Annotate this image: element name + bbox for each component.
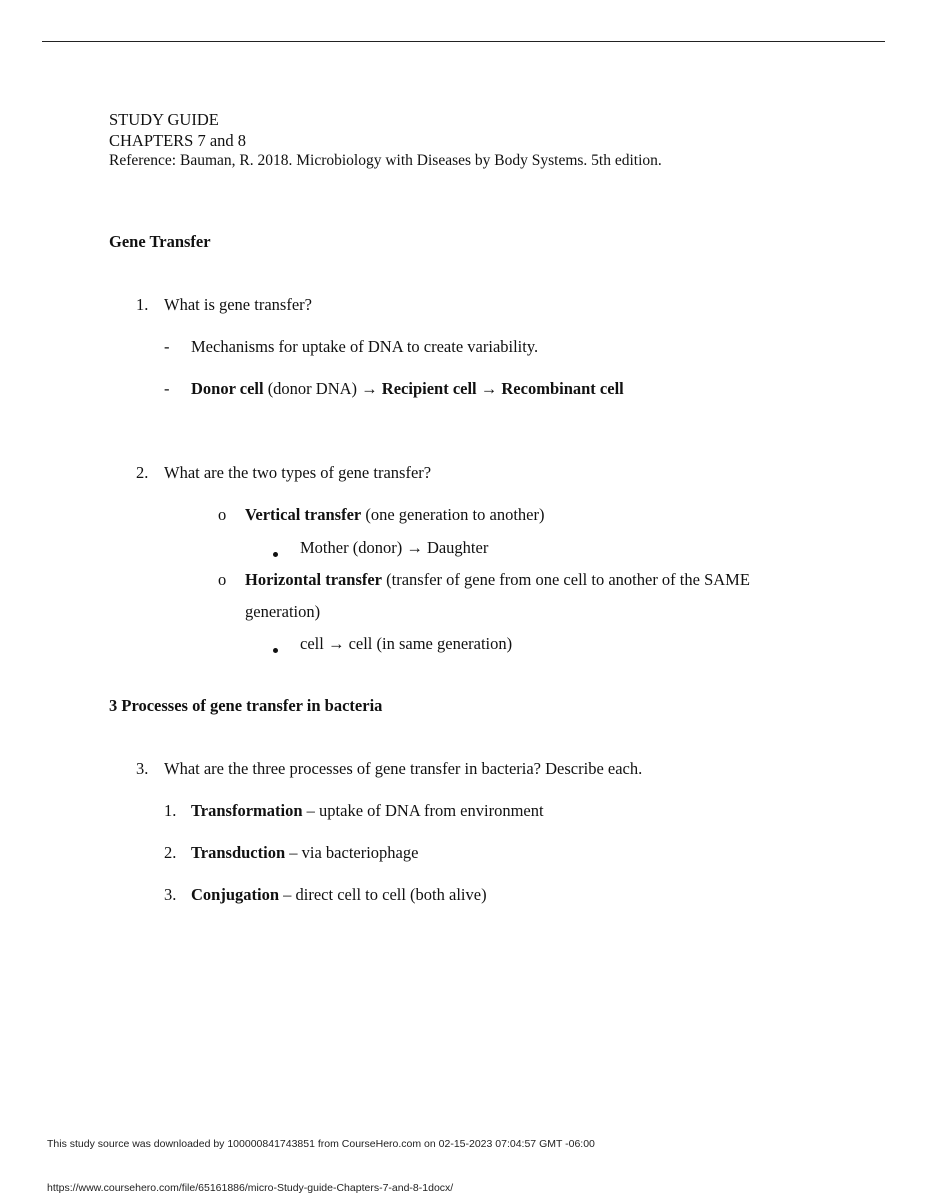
term-description: (transfer of gene from one cell to another of the SAME: [382, 570, 750, 589]
doc-reference: Reference: Bauman, R. 2018. Microbiology with Diseases by Body Systems. 5th edition.: [109, 152, 662, 169]
term-description: – direct cell to cell (both alive): [279, 885, 487, 904]
list-item: [245, 570, 750, 590]
list-item: [191, 801, 544, 821]
list-item: [191, 885, 487, 905]
section-heading-gene-transfer: Gene Transfer: [109, 232, 211, 251]
term-description: – via bacteriophage: [285, 843, 419, 862]
bullet-icon: [273, 640, 278, 658]
bullet-icon: [273, 544, 278, 562]
item-number: 1.: [164, 801, 177, 820]
detail-text: Daughter: [422, 538, 489, 557]
term-donor-cell: Donor cell: [191, 379, 264, 398]
list-item: [300, 634, 512, 654]
top-rule: [42, 41, 885, 42]
detail-text: cell: [300, 634, 328, 653]
term-transformation: Transformation: [191, 801, 303, 820]
dash-marker: -: [164, 379, 170, 398]
arrow-icon: →: [406, 538, 423, 557]
list-item: [191, 843, 418, 863]
answer-line: [191, 379, 624, 399]
dash-marker: -: [164, 337, 170, 356]
doc-chapters: CHAPTERS 7 and 8: [109, 131, 247, 150]
doc-title: STUDY GUIDE: [109, 110, 219, 129]
question-1: What is gene transfer?: [164, 295, 312, 314]
donor-dna-note: (donor DNA): [263, 379, 362, 398]
term-recombinant-cell: Recombinant cell: [501, 379, 624, 398]
detail-text: Mother (donor): [300, 538, 407, 557]
source-url-link[interactable]: https://www.coursehero.com/file/65161886/micro-Study-guide-Chapters-7-and-8-1docx/: [47, 1182, 454, 1194]
section-heading-processes: 3 Processes of gene transfer in bacteria: [109, 696, 383, 715]
answer-line: Mechanisms for uptake of DNA to create variability.: [191, 337, 539, 356]
question-number: 2.: [136, 463, 149, 482]
term-transduction: Transduction: [191, 843, 286, 862]
term-description: – uptake of DNA from environment: [302, 801, 544, 820]
term-recipient-cell: Recipient cell: [381, 379, 477, 398]
item-number: 3.: [164, 885, 177, 904]
circle-bullet: o: [218, 505, 227, 524]
question-number: 1.: [136, 295, 149, 314]
question-3: What are the three processes of gene transfer in bacteria? Describe each.: [164, 759, 643, 778]
detail-text: cell (in same generation): [344, 634, 513, 653]
download-watermark: This study source was downloaded by 100000841743851 from CourseHero.com on 02-15-2023 07:04:57 GMT -06:00: [47, 1138, 595, 1150]
item-number: 2.: [164, 843, 177, 862]
term-vertical-transfer: Vertical transfer: [245, 505, 362, 524]
question-2: What are the two types of gene transfer?: [164, 463, 432, 482]
term-description: (one generation to another): [361, 505, 545, 524]
arrow-icon: →: [327, 634, 345, 653]
term-conjugation: Conjugation: [191, 885, 280, 904]
list-item: [245, 505, 544, 525]
term-description-continued: generation): [245, 602, 321, 621]
list-item: [300, 538, 488, 558]
term-horizontal-transfer: Horizontal transfer: [245, 570, 383, 589]
question-number: 3.: [136, 759, 149, 778]
circle-bullet: o: [218, 570, 227, 589]
arrow-icon: →: [361, 379, 378, 398]
arrow-icon: →: [480, 379, 498, 398]
